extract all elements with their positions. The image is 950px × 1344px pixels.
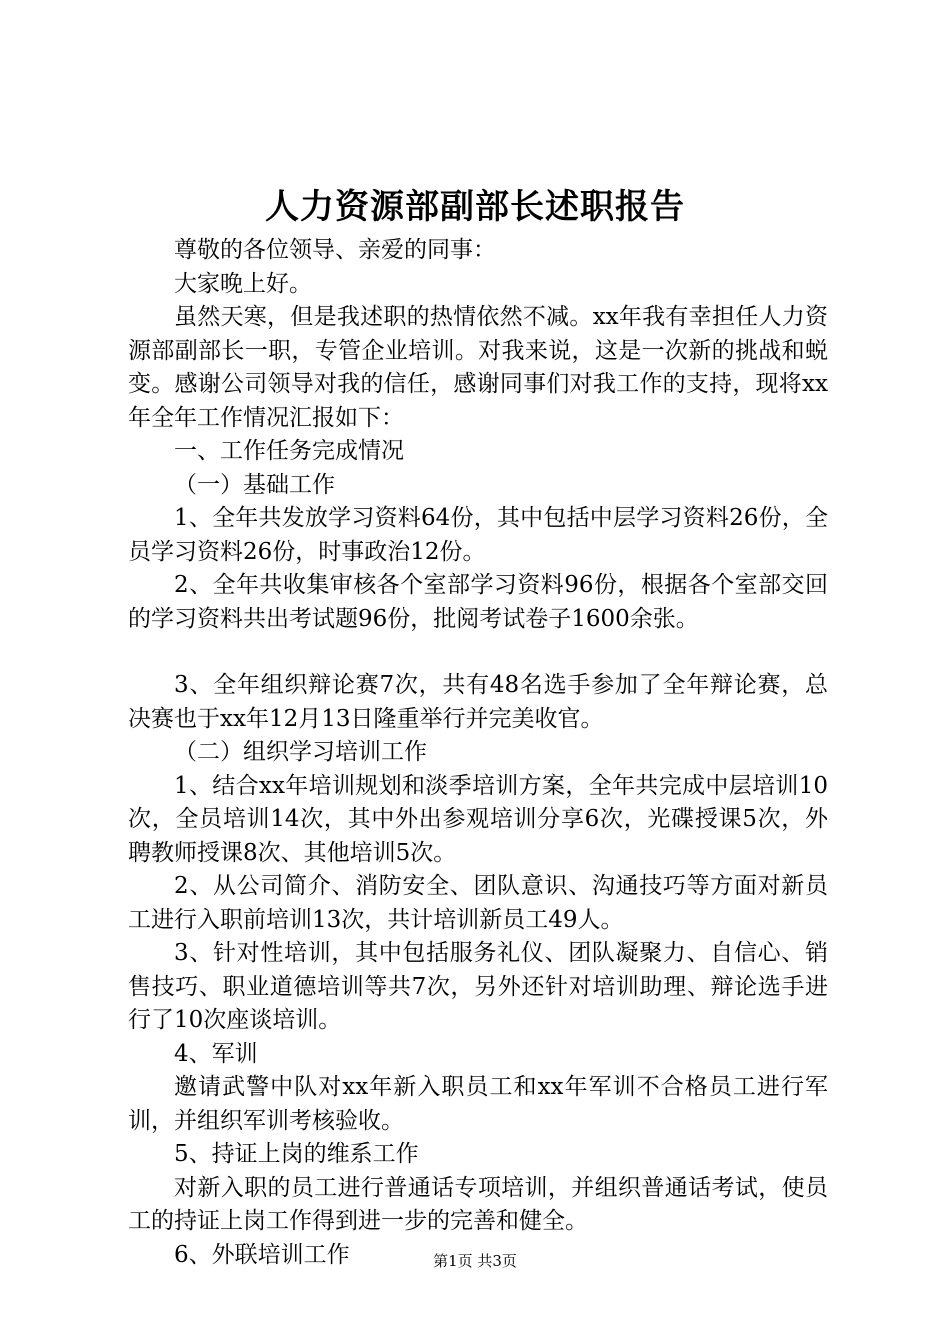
intro-paragraph: 虽然天寒，但是我述职的热情依然不减。xx年我有幸担任人力资源部副部长一职，专管企业培训。对我来说，这是一次新的挑战和蜕变。感谢公司领导对我的信任，感谢同事们对我工作的支持，现将xx年全年工作情况汇报如下： bbox=[128, 304, 828, 431]
item-heading: 4、军训 bbox=[174, 1040, 258, 1067]
salutation: 尊敬的各位领导、亲爱的同事： bbox=[174, 237, 496, 263]
list-item: 1、结合xx年培训规划和淡季培训方案，全年共完成中层培训10次，全员培训14次，其中外出参观培训分享6次，光碟授课5次，外聘教师授课8次、其他培训5次。 bbox=[128, 772, 828, 866]
page-footer: 第1页 共3页 bbox=[433, 1252, 517, 1270]
list-item: 1、全年共发放学习资料64份，其中包括中层学习资料26份，全员学习资料26份，时事政治12份。 bbox=[128, 505, 828, 565]
list-item: 2、全年共收集审核各个室部学习资料96份，根据各个室部交回的学习资料共出考试题96份，批阅考试卷子1600余张。 bbox=[128, 572, 828, 632]
item-heading: 6、外联培训工作 bbox=[174, 1241, 350, 1268]
item-heading: 5、持证上岗的维系工作 bbox=[174, 1141, 419, 1167]
document-title: 人力资源部副部长述职报告 bbox=[265, 187, 685, 227]
paragraph: 邀请武警中队对xx年新入职员工和xx年军训不合格员工进行军训，并组织军训考核验收。 bbox=[128, 1074, 828, 1134]
list-item: 2、从公司简介、消防安全、团队意识、沟通技巧等方面对新员工进行入职前培训13次，共计培训新员工49人。 bbox=[128, 873, 828, 933]
document-body bbox=[128, 234, 828, 1272]
greeting: 大家晚上好。 bbox=[174, 270, 312, 297]
paragraph: 对新入职的员工进行普通话专项培训，并组织普通话考试，使员工的持证上岗工作得到进一步的完善和健全。 bbox=[128, 1174, 828, 1234]
subsection-heading: （一）基础工作 bbox=[174, 471, 335, 498]
list-item: 3、全年组织辩论赛7次，共有48名选手参加了全年辩论赛，总决赛也于xx年12月13日隆重举行并完美收官。 bbox=[128, 672, 828, 732]
section-heading: 一、工作任务完成情况 bbox=[174, 438, 404, 464]
list-item: 3、针对性培训，其中包括服务礼仪、团队凝聚力、自信心、销售技巧、职业道德培训等共7次，另外还针对培训助理、辩论选手进行了10次座谈培训。 bbox=[128, 940, 828, 1033]
subsection-heading: （二）组织学习培训工作 bbox=[174, 739, 427, 765]
